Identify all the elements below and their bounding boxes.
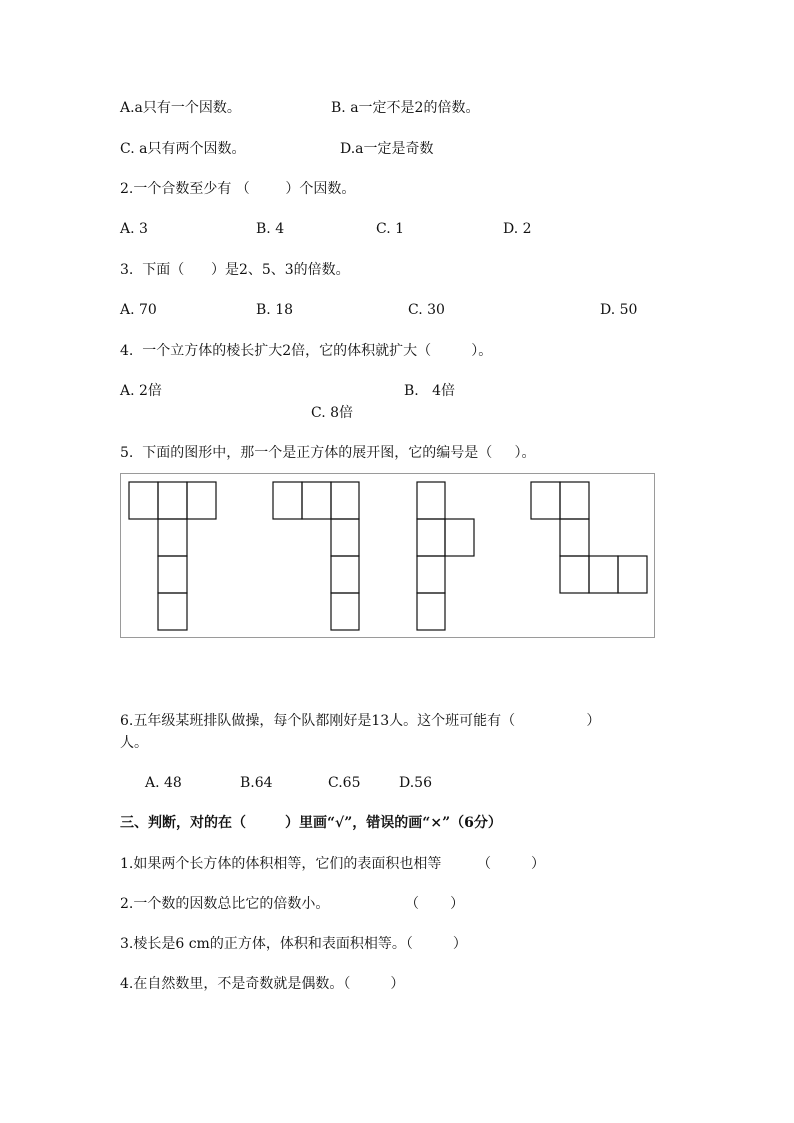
judge-item-4: 4.在自然数里，不是奇数就是偶数。（ ）	[120, 976, 405, 992]
q1-option-b: B. a一定不是2的倍数。	[331, 100, 480, 116]
judge-item-2: 2.一个数的因数总比它的倍数小。 （ ）	[120, 896, 465, 912]
q4-stem: 4. 一个立方体的棱长扩大2倍，它的体积就扩大（ ）。	[120, 343, 493, 359]
q3-option-d: D. 50	[600, 302, 638, 318]
section-3-heading: 三、判断，对的在（ ）里画“√”，错误的画“×”（6分）	[120, 815, 502, 831]
q4-option-c: C. 8倍	[311, 405, 354, 421]
cube-nets-figure	[120, 473, 655, 638]
cube-net-4	[531, 482, 647, 593]
q6-option-c: C.65	[328, 775, 361, 791]
cube-nets-svg	[121, 474, 656, 639]
q3-option-b: B. 18	[256, 302, 294, 318]
q4-option-b: B. 4倍	[404, 383, 455, 399]
q6-stem-line1: 6.五年级某班排队做操，每个队都刚好是13人。这个班可能有（ ）	[120, 713, 601, 729]
q4-option-a: A. 2倍	[120, 383, 162, 399]
judge-item-3: 3.棱长是6 cm的正方体，体积和表面积相等。（ ）	[120, 936, 467, 952]
q2-stem: 2.一个合数至少有 （ ）个因数。	[120, 181, 356, 197]
q1-option-d: D.a一定是奇数	[340, 141, 434, 157]
q6-option-a: A. 48	[145, 775, 182, 791]
cube-net-2	[273, 482, 359, 630]
q6-option-d: D.56	[399, 775, 432, 791]
q1-option-a: A.a只有一个因数。	[120, 100, 241, 116]
cube-net-1	[129, 482, 216, 630]
q2-option-d: D. 2	[503, 221, 532, 237]
q1-option-c: C. a只有两个因数。	[120, 141, 246, 157]
q3-option-a: A. 70	[120, 302, 157, 318]
q2-option-a: A. 3	[120, 221, 148, 237]
q3-option-c: C. 30	[408, 302, 445, 318]
judge-item-1: 1.如果两个长方体的体积相等，它们的表面积也相等 （ ）	[120, 856, 546, 872]
q2-option-c: C. 1	[376, 221, 405, 237]
cube-net-3	[417, 482, 474, 630]
q5-stem: 5. 下面的图形中，那一个是正方体的展开图，它的编号是（ ）。	[120, 445, 536, 461]
q3-stem: 3. 下面（ ）是2、5、3的倍数。	[120, 262, 350, 278]
q2-option-b: B. 4	[256, 221, 285, 237]
q6-option-b: B.64	[240, 775, 273, 791]
q6-stem-line2: 人。	[120, 735, 148, 751]
